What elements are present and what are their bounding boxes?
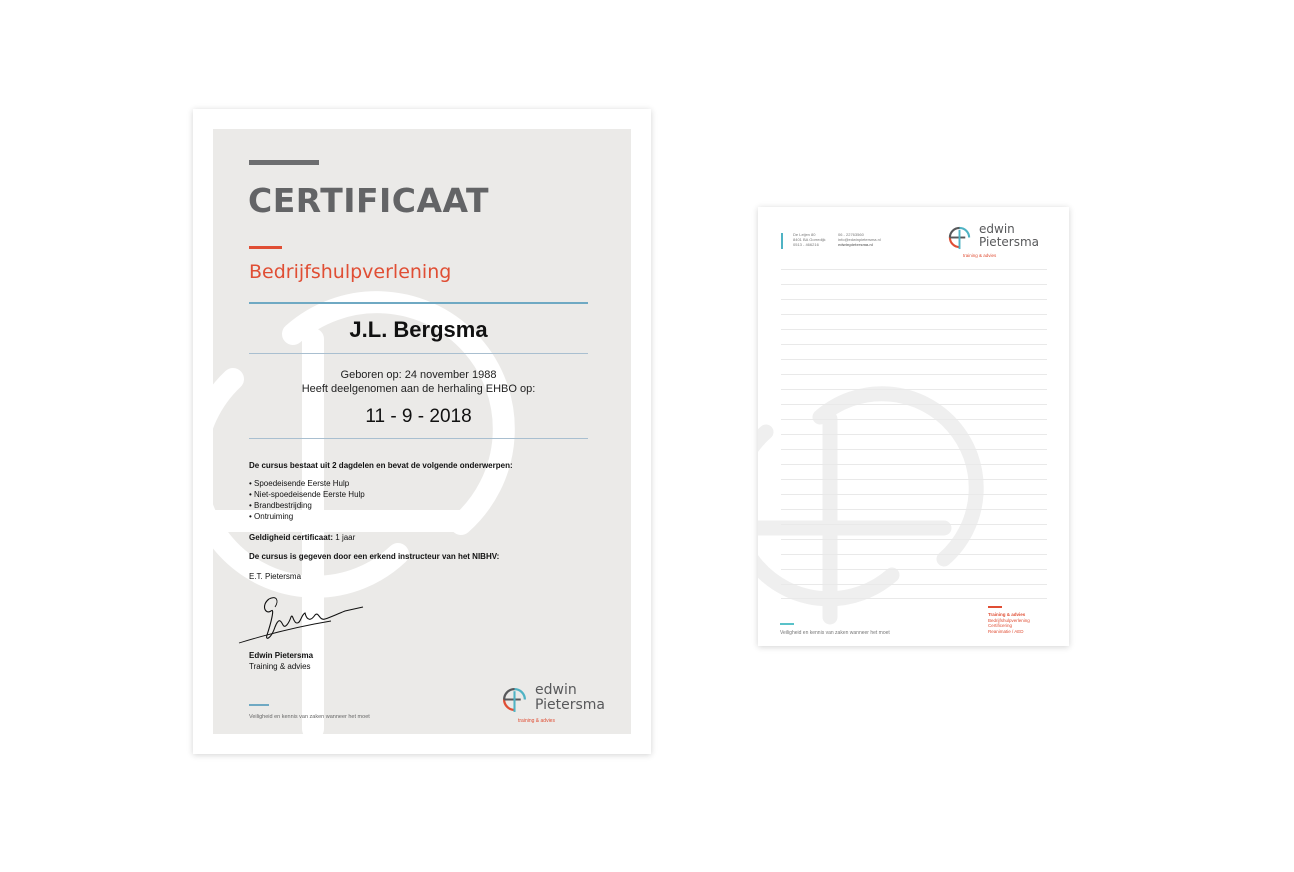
course-intro: De cursus bestaat uit 2 dagdelen en bevat de volgende onderwerpen:	[249, 461, 513, 470]
footer-tagline: Veiligheid en kennis van zaken wanneer het moet	[780, 630, 890, 636]
topic-list	[249, 478, 365, 522]
birth-date: Geboren op: 24 november 1988	[340, 369, 497, 381]
address-line: De Leijen 80	[793, 232, 816, 237]
ruled-line	[781, 554, 1047, 555]
ruled-line	[781, 479, 1047, 480]
ep-monogram-icon	[501, 686, 528, 713]
ruled-line	[781, 569, 1047, 570]
signer-name: Edwin Pietersma	[249, 651, 314, 660]
contact-line: edwinpietersma.nl	[838, 242, 873, 247]
footer-accent-bar	[249, 704, 269, 706]
list-item: • Niet-spoedeisende Eerste Hulp	[249, 490, 365, 499]
participation-text: Heeft deelgenomen aan de herhaling EHBO op:	[301, 383, 536, 395]
letterhead-document	[758, 207, 1069, 646]
course-date: 11 - 9 - 2018	[365, 406, 472, 427]
divider	[249, 438, 588, 439]
list-item: • Brandbestrijding	[249, 501, 312, 510]
ruled-line	[781, 509, 1047, 510]
address-line: 8401 BA Gorredijk	[793, 237, 826, 242]
certificate-document	[193, 109, 651, 754]
logo-line2: Pietersma	[979, 235, 1040, 249]
ruled-line	[781, 434, 1047, 435]
ruled-line	[781, 524, 1047, 525]
validity-label: Geldigheid certificaat:	[249, 533, 334, 542]
logo-line1: edwin	[535, 682, 577, 698]
address-accent-bar	[781, 233, 783, 249]
ruled-line	[781, 344, 1047, 345]
ruled-line	[781, 598, 1047, 599]
validity	[249, 532, 355, 543]
service-item: Certificering	[988, 623, 1013, 628]
certificate-panel	[213, 129, 631, 734]
course-title: Bedrijfshulpverlening	[249, 261, 452, 283]
certificate-title: CERTIFICAAT	[248, 181, 490, 220]
service-item: Bedrijfshulpverlening	[988, 617, 1030, 623]
list-item: • Ontruiming	[249, 512, 294, 521]
ruled-line	[781, 419, 1047, 420]
ruled-line	[781, 584, 1047, 585]
ruled-line	[781, 329, 1047, 330]
footer-tagline: Veiligheid en kennis van zaken wanneer het moet	[249, 714, 370, 720]
contact-block	[838, 232, 881, 247]
signature-image	[235, 587, 365, 647]
divider	[249, 302, 588, 304]
address-block	[793, 232, 825, 247]
instructor-intro: De cursus is gegeven door een erkend instructeur van het NIBHV:	[249, 552, 500, 561]
recipient-name: J.L. Bergsma	[349, 317, 488, 342]
contact-line: 06 - 22763560	[838, 232, 864, 237]
services-list	[988, 612, 1030, 634]
ruled-line	[781, 299, 1047, 300]
ruled-line	[781, 374, 1047, 375]
ruled-line	[781, 404, 1047, 405]
ep-monogram-icon	[947, 225, 972, 250]
list-item: • Spoedeisende Eerste Hulp	[249, 479, 350, 488]
logo-subtitle: training & advies	[963, 253, 997, 258]
ruled-line	[781, 269, 1047, 270]
ruled-line	[781, 359, 1047, 360]
ruled-lines	[781, 269, 1047, 599]
logo-subtitle: training & advies	[518, 718, 555, 724]
service-item: Training & advies	[988, 612, 1026, 617]
ruled-line	[781, 314, 1047, 315]
title-accent-bar	[249, 160, 319, 165]
ruled-line	[781, 539, 1047, 540]
address-line: 0513 - 466216	[793, 242, 819, 247]
services-accent-bar	[988, 606, 1002, 608]
ruled-line	[781, 284, 1047, 285]
signer-company: Training & advies	[249, 662, 311, 671]
company-logo	[947, 221, 1062, 261]
ruled-line	[781, 449, 1047, 450]
course-accent-bar	[249, 246, 282, 249]
logo-line1: edwin	[979, 222, 1015, 236]
ruled-line	[781, 464, 1047, 465]
validity-value: 1 jaar	[335, 533, 356, 542]
service-item: Reanimatie / AED	[988, 628, 1024, 634]
divider	[249, 353, 588, 354]
recipient-details	[249, 368, 588, 396]
instructor-name: E.T. Pietersma	[249, 572, 302, 581]
footer-accent-bar	[780, 623, 794, 625]
ruled-line	[781, 494, 1047, 495]
contact-line: info@edwinpietersma.nl	[838, 237, 881, 242]
ruled-line	[781, 389, 1047, 390]
logo-line2: Pietersma	[535, 697, 606, 713]
